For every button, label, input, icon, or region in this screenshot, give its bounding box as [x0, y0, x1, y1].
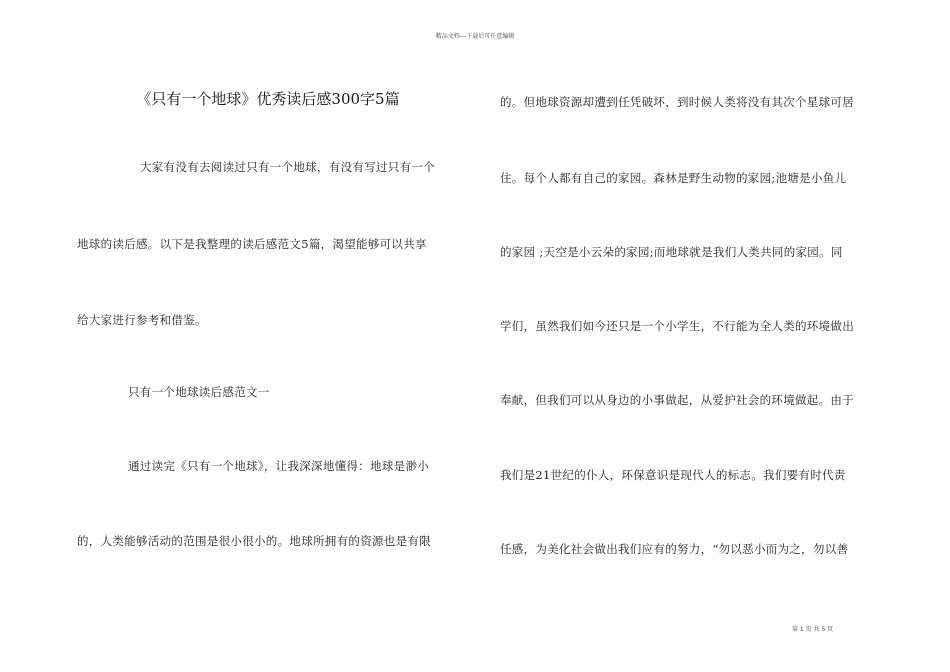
paragraph-line: 我们是21世纪的仆人，环保意识是现代人的标志。我们要有时代责	[500, 468, 846, 482]
paragraph-line: 的，人类能够活动的范围是很小很小的。地球所拥有的资源也是有限	[77, 534, 431, 548]
page-number: 第 1 页 共 5 页	[792, 626, 834, 633]
paragraph-line: 任感，为美化社会做出我们应有的努力，“勿以恶小而为之，勿以善	[500, 542, 849, 556]
page-header: 精品文档---下载后可任意编辑	[435, 33, 515, 40]
section-heading: 只有一个地球读后感范文一	[128, 385, 270, 399]
paragraph-line: 给大家进行参考和借鉴。	[77, 313, 207, 327]
paragraph-line: 大家有没有去阅读过只有一个地球，有没有写过只有一个	[140, 160, 435, 174]
paragraph-line: 的。但地球资源却遭到任凭破坏，到时候人类将没有其次个星球可居	[500, 95, 854, 109]
paragraph-line: 地球的读后感。以下是我整理的读后感范文5篇，渴望能够可以共享	[77, 237, 427, 251]
paragraph-line: 住。每个人都有自己的家园。森林是野生动物的家园;池塘是小鱼儿	[500, 171, 847, 185]
paragraph-line: 通过读完《只有一个地球》，让我深深地懂得：地球是渺小	[128, 459, 430, 473]
paragraph-line: 的家园 ;天空是小云朵的家园;而地球就是我们人类共同的家园。同	[500, 245, 843, 259]
paragraph-line: 学们，虽然我们如今还只是一个小学生，不行能为全人类的环境做出	[500, 319, 854, 333]
paragraph-line: 奉献，但我们可以从身边的小事做起，从爱护社会的环境做起。由于	[500, 393, 854, 407]
document-title: 《只有一个地球》优秀读后感300字5篇	[136, 90, 400, 108]
